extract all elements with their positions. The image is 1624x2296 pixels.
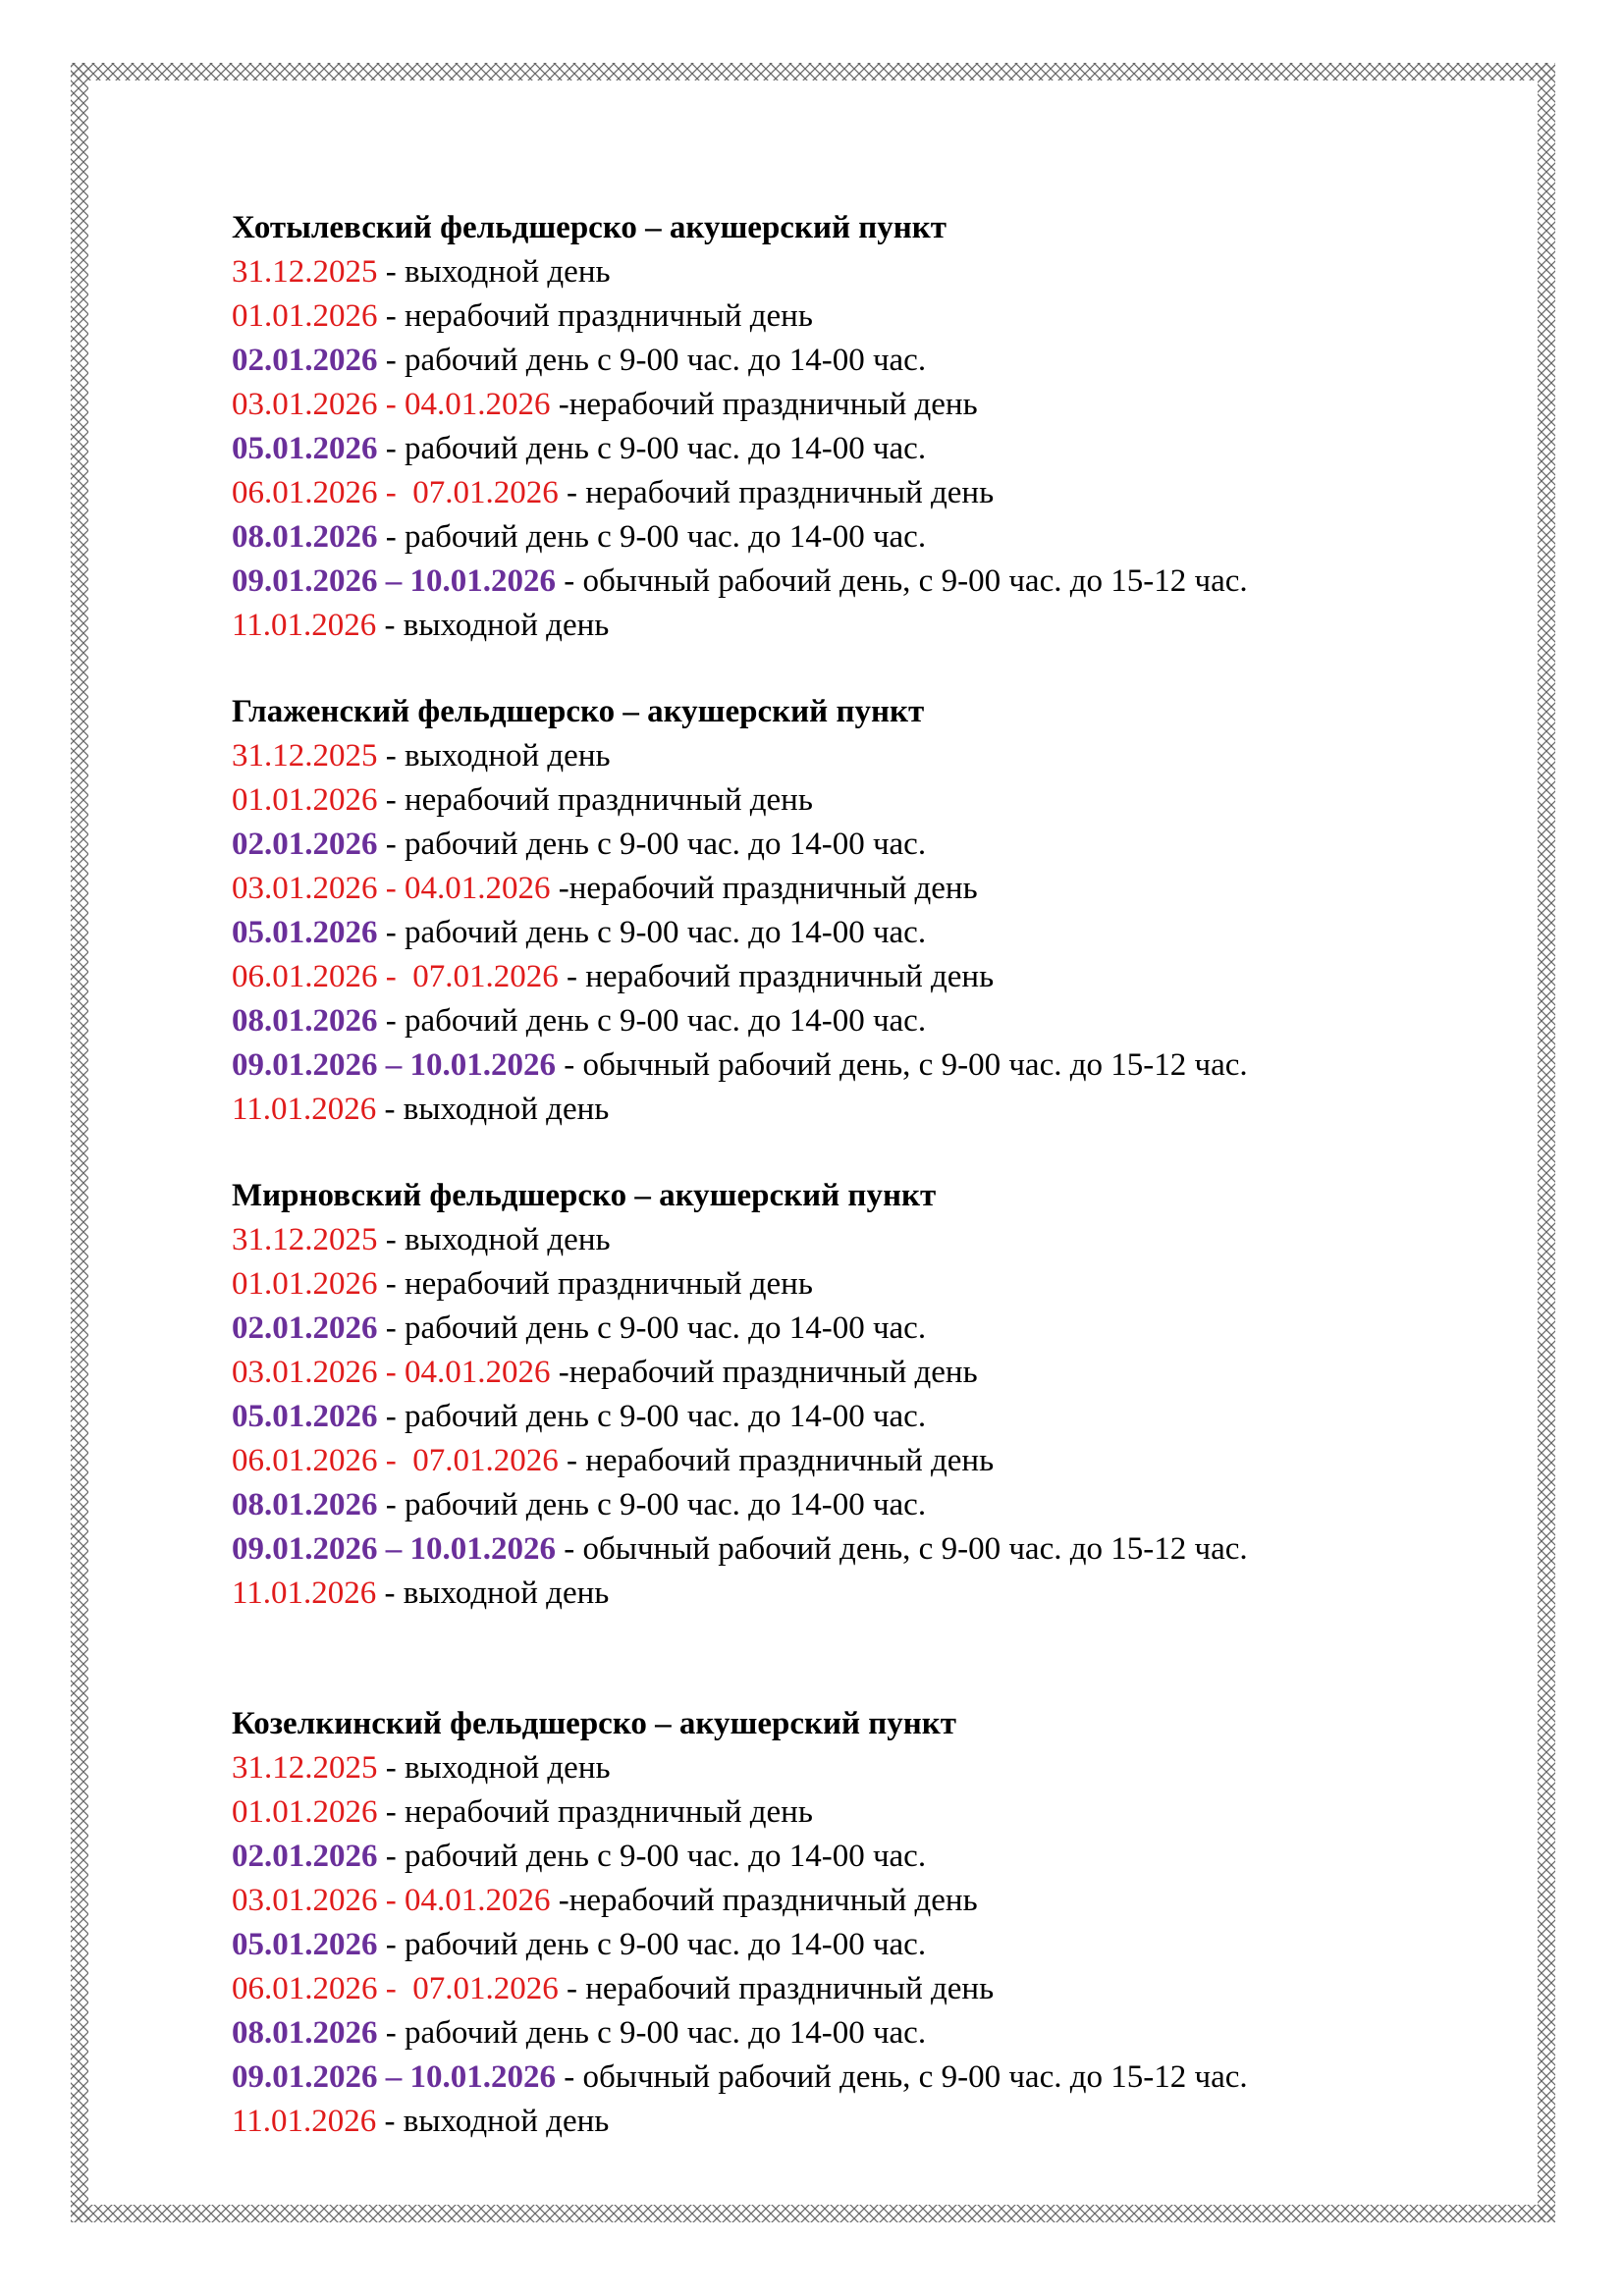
schedule-line: 03.01.2026 - 04.01.2026 -нерабочий праздничный день	[232, 1883, 978, 1918]
schedule-line: 11.01.2026 - выходной день	[232, 2104, 610, 2139]
schedule-line: 05.01.2026 - рабочий день с 9-00 час. до 14-00 час.	[232, 1399, 927, 1434]
schedule-line: 02.01.2026 - рабочий день с 9-00 час. до 14-00 час.	[232, 827, 927, 862]
schedule-content	[232, 206, 1508, 2144]
block-title: Хотылевский фельдшерско – акушерский пункт	[232, 210, 947, 245]
schedule-line: 01.01.2026 - нерабочий праздничный день	[232, 782, 813, 818]
block-title: Глаженский фельдшерско – акушерский пункт	[232, 694, 925, 729]
schedule-line: 08.01.2026 - рабочий день с 9-00 час. до 14-00 час.	[232, 1487, 927, 1522]
schedule-line: 11.01.2026 - выходной день	[232, 608, 610, 643]
schedule-line: 09.01.2026 – 10.01.2026 - обычный рабочий день, с 9-00 час. до 15-12 час.	[232, 563, 1248, 599]
schedule-line: 06.01.2026 - 07.01.2026 - нерабочий праздничный день	[232, 1971, 995, 2006]
schedule-line: 08.01.2026 - рабочий день с 9-00 час. до 14-00 час.	[232, 519, 927, 555]
schedule-line: 05.01.2026 - рабочий день с 9-00 час. до 14-00 час.	[232, 1927, 927, 1962]
schedule-line: 08.01.2026 - рабочий день с 9-00 час. до 14-00 час.	[232, 1003, 927, 1039]
schedule-line: 31.12.2025 - выходной день	[232, 1222, 611, 1257]
schedule-line: 09.01.2026 – 10.01.2026 - обычный рабочий день, с 9-00 час. до 15-12 час.	[232, 1531, 1248, 1567]
block-title: Мирновский фельдшерско – акушерский пункт	[232, 1178, 937, 1213]
schedule-block	[232, 690, 1508, 1132]
schedule-line: 01.01.2026 - нерабочий праздничный день	[232, 1794, 813, 1830]
schedule-line: 31.12.2025 - выходной день	[232, 738, 611, 774]
schedule-line: 02.01.2026 - рабочий день с 9-00 час. до 14-00 час.	[232, 1310, 927, 1346]
schedule-line: 03.01.2026 - 04.01.2026 -нерабочий праздничный день	[232, 871, 978, 906]
schedule-line: 06.01.2026 - 07.01.2026 - нерабочий праздничный день	[232, 1443, 995, 1478]
schedule-line: 02.01.2026 - рабочий день с 9-00 час. до 14-00 час.	[232, 343, 927, 378]
schedule-block	[232, 206, 1508, 648]
schedule-line: 11.01.2026 - выходной день	[232, 1092, 610, 1127]
schedule-line: 02.01.2026 - рабочий день с 9-00 час. до 14-00 час.	[232, 1839, 927, 1874]
schedule-line: 31.12.2025 - выходной день	[232, 254, 611, 290]
schedule-line: 09.01.2026 – 10.01.2026 - обычный рабочий день, с 9-00 час. до 15-12 час.	[232, 2059, 1248, 2095]
schedule-line: 03.01.2026 - 04.01.2026 -нерабочий праздничный день	[232, 387, 978, 422]
schedule-line: 08.01.2026 - рабочий день с 9-00 час. до 14-00 час.	[232, 2015, 927, 2051]
schedule-block	[232, 1174, 1508, 1616]
schedule-line: 09.01.2026 – 10.01.2026 - обычный рабочий день, с 9-00 час. до 15-12 час.	[232, 1047, 1248, 1083]
schedule-line: 11.01.2026 - выходной день	[232, 1575, 610, 1611]
schedule-line: 01.01.2026 - нерабочий праздничный день	[232, 298, 813, 334]
schedule-line: 05.01.2026 - рабочий день с 9-00 час. до 14-00 час.	[232, 915, 927, 950]
schedule-block	[232, 1702, 1508, 2144]
block-title: Козелкинский фельдшерско – акушерский пункт	[232, 1706, 957, 1741]
schedule-line: 31.12.2025 - выходной день	[232, 1750, 611, 1786]
schedule-line: 06.01.2026 - 07.01.2026 - нерабочий праздничный день	[232, 959, 995, 994]
schedule-line: 05.01.2026 - рабочий день с 9-00 час. до 14-00 час.	[232, 431, 927, 466]
schedule-line: 03.01.2026 - 04.01.2026 -нерабочий праздничный день	[232, 1355, 978, 1390]
schedule-line: 01.01.2026 - нерабочий праздничный день	[232, 1266, 813, 1302]
schedule-line: 06.01.2026 - 07.01.2026 - нерабочий праздничный день	[232, 475, 995, 510]
